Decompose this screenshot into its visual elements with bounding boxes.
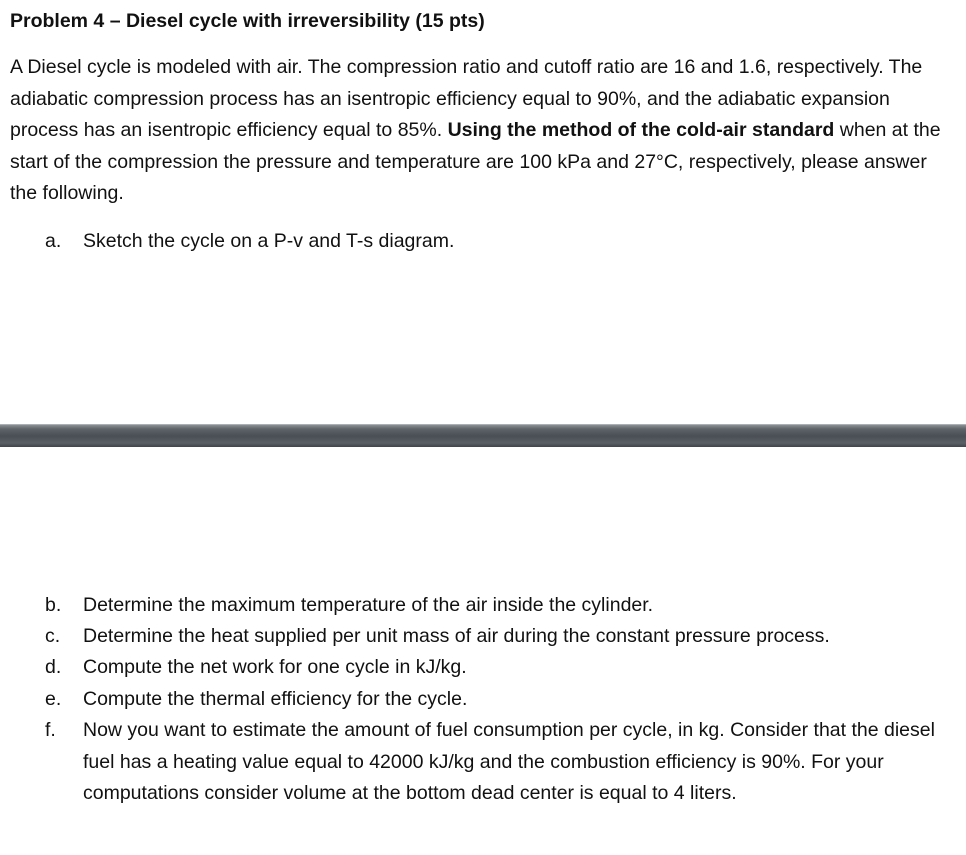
intro-bold-text: Using the method of the cold-air standard xyxy=(447,119,835,141)
question-label: d. xyxy=(45,656,62,678)
question-c xyxy=(45,621,945,653)
question-e xyxy=(45,684,945,716)
intro-text-1: A Diesel cycle is modeled with air. The compression ratio and cutoff ratio are 16 and 1.6, respectively. The adiabatic compression process has an isentropic efficiency equal to 90%, and the adiabatic expansion process has an isentropic efficiency equal to 85%. xyxy=(10,56,923,141)
intro-text-2: when at the start of the compression the pressure and temperature are 100 kPa and 27°C, respectively, please answer the following. xyxy=(10,119,941,204)
question-text: Determine the heat supplied per unit mass of air during the constant pressure process. xyxy=(83,625,830,647)
question-label: b. xyxy=(45,594,62,616)
question-label: f. xyxy=(45,719,56,741)
question-label: a. xyxy=(45,230,62,252)
question-text: Sketch the cycle on a P-v and T-s diagram. xyxy=(83,230,455,252)
question-f xyxy=(45,715,945,810)
question-text: Compute the net work for one cycle in kJ/kg. xyxy=(83,656,467,678)
question-label: e. xyxy=(45,688,62,710)
question-text: Compute the thermal efficiency for the cycle. xyxy=(83,688,468,710)
question-d xyxy=(45,652,945,684)
question-text: Determine the maximum temperature of the air inside the cylinder. xyxy=(83,594,654,616)
page-divider-bar xyxy=(0,424,966,447)
question-a xyxy=(45,226,945,258)
problem-statement xyxy=(10,52,956,210)
problem-title: Problem 4 – Diesel cycle with irreversibility (15 pts) xyxy=(10,10,485,32)
question-b xyxy=(45,590,945,622)
question-label: c. xyxy=(45,625,61,647)
question-text: Now you want to estimate the amount of fuel consumption per cycle, in kg. Consider that the diesel fuel has a heating value equal to 42000 kJ/kg and the combustion efficiency is 90%. For your computations consider volume at the bottom dead center is equal to 4 liters. xyxy=(83,719,935,804)
